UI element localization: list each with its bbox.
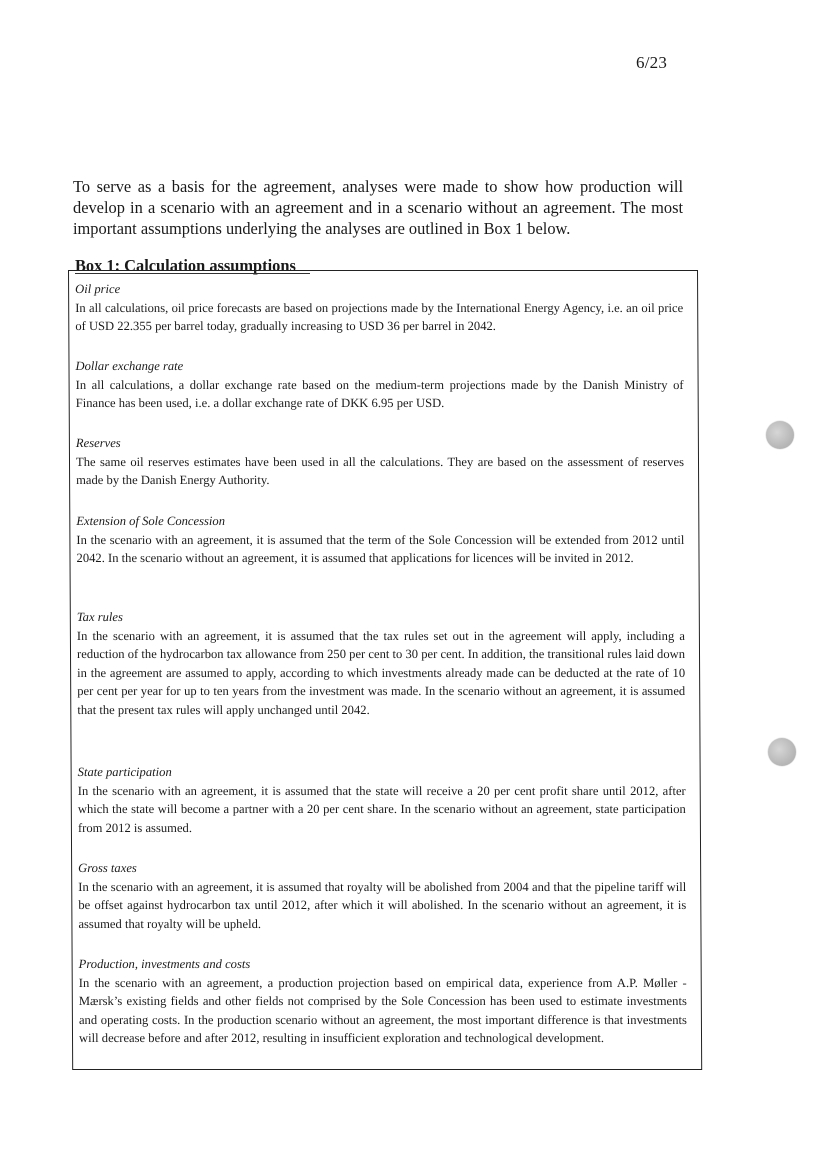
section-state-participation bbox=[78, 763, 686, 837]
punch-hole-icon bbox=[766, 421, 794, 449]
section-text: The same oil reserves estimates have been used in all the calculations. They are based on the assessment of reserves made by the Danish Energy Authority. bbox=[75, 454, 685, 488]
section-text: In the scenario with an agreement, it is assumed that the state will receive a 20 per cent profit share until 2012, after which the state will become a partner with a 20 per cent share. In the scenario without an agreement, state participation from 2012 is assumed. bbox=[77, 783, 686, 835]
section-text: In the scenario with an agreement, it is assumed that the term of the Sole Concession will be extended from 2012 until 2042. In the scenario without an agreement, it is assumed that applications for licences will be invited in 2012. bbox=[76, 532, 685, 566]
section-heading: Production, investments and costs bbox=[78, 957, 251, 971]
section-gross-taxes bbox=[78, 859, 686, 933]
section-heading: Oil price bbox=[75, 282, 121, 296]
assumptions-box bbox=[68, 270, 702, 1070]
section-reserves bbox=[76, 434, 684, 490]
section-heading: Tax rules bbox=[76, 610, 123, 624]
section-heading: Extension of Sole Concession bbox=[76, 514, 226, 528]
section-tax-rules bbox=[77, 608, 686, 720]
section-dollar-exchange-rate bbox=[75, 357, 683, 413]
box-title: Box 1: Calculation assumptions bbox=[75, 256, 296, 275]
section-text: In the scenario with an agreement, it is assumed that the tax rules set out in the agreement will apply, including a reduction of the hydrocarbon tax allowance from 250 per cent to 30 per cent. In addition, the transitional rules laid down in the agreement are assumed to apply, according to which investments already made can be deducted at the rate of 10 per cent per year for up to ten years from the investment was made. In the scenario without an agreement, it is assumed that the present tax rules will apply unchanged until 2042. bbox=[76, 628, 686, 717]
section-oil-price bbox=[75, 280, 683, 336]
section-heading: Dollar exchange rate bbox=[75, 359, 184, 373]
section-heading: State participation bbox=[77, 765, 172, 779]
section-text: In all calculations, a dollar exchange rate based on the medium-term projections made by the Danish Ministry of Finance has been used, i.e. a dollar exchange rate of DKK 6.95 per USD. bbox=[75, 377, 684, 411]
section-text: In all calculations, oil price forecasts are based on projections made by the International Energy Agency, i.e. an oil price of USD 22.355 per barrel today, gradually increasing to USD 36 per barrel in 2042. bbox=[75, 300, 684, 334]
punch-hole-icon bbox=[768, 738, 796, 766]
section-heading: Gross taxes bbox=[78, 861, 137, 875]
section-production-investments-costs bbox=[79, 955, 687, 1048]
page-number: 6/23 bbox=[636, 53, 668, 72]
intro-paragraph: To serve as a basis for the agreement, analyses were made to show how production will develop in a scenario with an agreement and in a scenario without an agreement. The most important assumptions underlying the analyses are outlined in Box 1 below. bbox=[73, 177, 683, 238]
section-extension-sole-concession bbox=[76, 512, 684, 568]
section-heading: Reserves bbox=[75, 436, 121, 450]
section-text: In the scenario with an agreement, it is assumed that royalty will be abolished from 2004 and that the pipeline tariff will be offset against hydrocarbon tax until 2012, after which it will abolished. In the scenario without an agreement, it is assumed that royalty will be upheld. bbox=[78, 879, 687, 931]
section-text: In the scenario with an agreement, a production projection based on empirical data, experience from A.P. Møller - Mærsk’s existing fields and other fields not comprised by the Sole Concession has been used to estimate investments and operating costs. In the production scenario without an agreement, the most important difference is that investments will decrease before and after 2012, resulting in insufficient exploration and technological development. bbox=[78, 975, 687, 1046]
